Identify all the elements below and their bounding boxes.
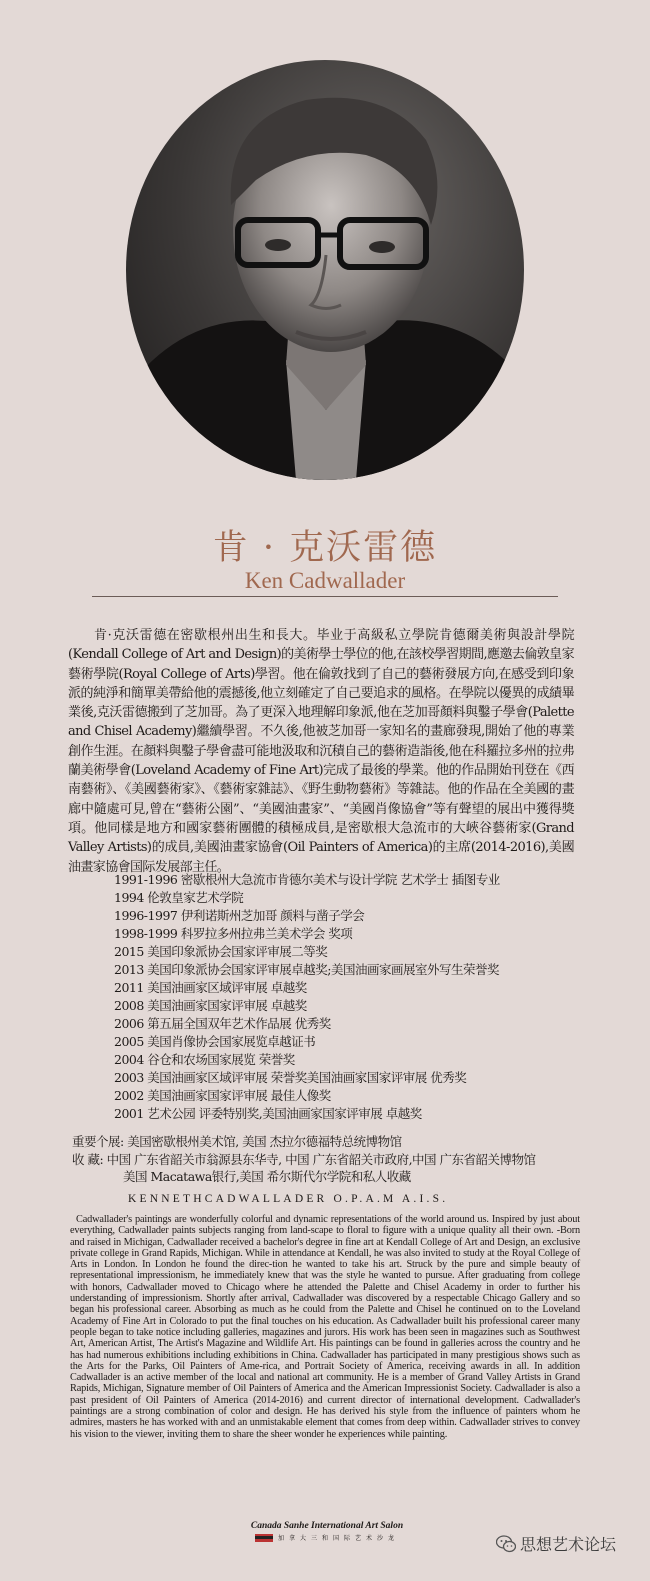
timeline-item: 1996-1997 伊利诺斯州芝加哥 颜料与凿子学会 [114,908,365,923]
artist-name-chinese: 肯 · 克沃雷德 [212,528,438,568]
timeline-list [114,871,584,1123]
timeline-item: 2001 艺术公园 评委特别奖,美国油画家国家评审展 卓越奖 [114,1106,422,1121]
timeline-item: 1994 伦敦皇家艺术学院 [114,890,244,905]
biography-chinese: 肯·克沃雷德在密歇根州出生和長大。毕业于高級私立學院肯德爾美術與設計學院(Kendall College of Art and Design)的美術學士學位的他,在該校學習期間,應邀去倫敦皇家藝術學院(Royal College of Arts)學習。他在倫敦找到了自己的藝術發展方向,在感受到印象派的純淨和簡單美帶給他的震撼後,他立刻確定了自己要追求的風格。在學院以優異的成績畢業後,克沃雷德搬到了芝加哥。為了更深入地理解印象派,他在芝加哥顏料與鑿子學會(Palette and Chisel Academy)繼續學習。不久後,他被芝加哥一家知名的畫廊發現,開始了他的專業創作生涯。在顏料與鑿子學會盡可能地汲取和沉積自己的藝術造詣後,他在科羅拉多州的拉弗蘭美術學會(Loveland Academy of Fine Art)完成了最後的學業。他的作品開始刊登在《西南藝術》、《美國藝術家》、《藝術家雜誌》、《野生動物藝術》等雜誌。他的作品在全美國的畫廊中隨處可見,曾在“藝術公園”、“美國油畫家”、“美國肖像協會”等有聲望的展出中獲得獎項。他同樣是地方和國家藝術團體的積極成員,是密歇根大急流市的大峽谷藝術家(Grand Valley Artists)的成員,美國油畫家協會(Oil Painters of America)的主席(2014-2016),美國油畫家協會国际发展部主任。 [68,628,574,875]
timeline-item: 2008 美国油画家国家评审展 卓越奖 [114,998,307,1013]
timeline-item: 1998-1999 科罗拉多州拉弗兰美术学会 奖项 [114,926,353,941]
timeline-item: 1991-1996 密歇根州大急流市肯德尔美术与设计学院 艺术学士 插图专业 [114,872,500,887]
collections-row-continued: 美国 Macatawa银行,美国 希尔斯代尔学院和私人收藏 [123,1169,411,1184]
solo-exhibitions-value: 美国密歇根州美术馆, 美国 杰拉尔德福特总统博物馆 [127,1134,402,1149]
solo-exhibitions-row [72,1133,572,1151]
artist-signature-line: KENNETHCADWALLADER O.P.A.M A.I.S. [128,1193,449,1205]
timeline-item: 2005 美国肖像协会国家展览卓越证书 [114,1034,316,1049]
timeline-item: 2002 美国油画家国家评审展 最佳人像奖 [114,1088,331,1103]
collections-label: 收 藏: [72,1151,104,1167]
artist-name-english: Ken Cadwallader [244,568,406,593]
salon-logo-chinese: 加拿大三和国际艺术沙龙 [277,1535,399,1542]
portrait-illustration [126,60,524,480]
timeline-item: 2015 美国印象派协会国家评审展二等奖 [114,944,328,959]
biography-english: Cadwallader's paintings are wonderfully colorful and dynamic representations of the world around us. Inspired by just about everything, Cadwallader paints subjects ranging from land-scape to floral to figure with a unique quality all their own. -Born and raised in Michigan, Cadwallader received a bachelor's degree in fine art at Kendall College of Art and Design, an exclusive private college in Grand Rapids, Michigan. While in attendance at Kendall, he was also invited to study at the Royal College of Arts in London. In London he found the direc-tion he wanted to take his art. Struck by the pure and simple beauty of representational impressionism, he immediately knew that was the style he wanted to pursue. After graduating from college with honors, Cadwallader moved to Chicago where he attended the Palette and Chisel Academy in order to further his understanding of impressionism. Shortly after arrival, Cadwallader was discovered by a respectable Chicago Gallery and so began his professional career. Absorbing as much as he could from the Palette and Chisel he continued on to the Loveland Academy of Fine Art in Colorado to put the final touches on his education. As Cadwallader built his professional career many people began to take notice including galleries, magazines and jurors. His work has been seen in magazines such as Southwest Art, American Artist, The Artist's Magazine and Wildlife Art. His paintings can be found in galleries across the country and he has had numerous exhibitions including exhibitions in China. Cadwallader has participated in many prestigious shows such as the Arts for the Parks, Oil Painters of Ame-rica, and Portrait Society of America, receiving awards in all. In addition Cadwallader is an active member of the local and national art community. He is a member of Grand Valley Artists in Grand Rapids, Michigan, Signature member of Oil Painters of America and the American Impressionist Society. Cadwallader is also a past president of Oil Painters of America (2014-2016) and current director of international development. Cadwallader's paintings are a strong combination of color and design. He has derived his style from the influence of painters whom he admires, masters he has worked with and an unmistakable element that comes from deep within. Cadwallader strives to convey his vision to the viewer, inviting them to share the sheer wonder he experiences while painting. [70,1214,580,1440]
timeline-item: 2003 美国油画家区域评审展 荣誉奖美国油画家国家评审展 优秀奖 [114,1070,467,1085]
timeline-item: 2006 第五届全国双年艺术作品展 优秀奖 [114,1016,331,1031]
portrait-photo [126,60,524,480]
watermark [496,1532,616,1555]
exhibitions-section [72,1133,572,1186]
divider-line [92,596,558,597]
timeline-item: 2011 美国油画家区域评审展 卓越奖 [114,980,307,995]
timeline-item: 2013 美国印象派协会国家评审展卓越奖;美国油画家画展室外写生荣誉奖 [114,962,499,977]
timeline-item: 2004 谷仓和农场国家展览 荣誉奖 [114,1052,295,1067]
salon-logo-english: Canada Sanhe International Art Salon [250,1521,404,1531]
salon-logo-sub [232,1533,422,1542]
flag-icon [255,1534,273,1542]
wechat-icon [496,1535,516,1553]
solo-exhibitions-label: 重要个展: [72,1134,124,1149]
salon-logo [232,1521,422,1542]
watermark-text: 思想艺术论坛 [520,1535,617,1554]
collections-value: 中国 广东省韶关市翁源县东华寺, 中国 广东省韶关市政府,中国 广东省韶关博物馆 [106,1151,536,1167]
collections-row [72,1151,572,1169]
